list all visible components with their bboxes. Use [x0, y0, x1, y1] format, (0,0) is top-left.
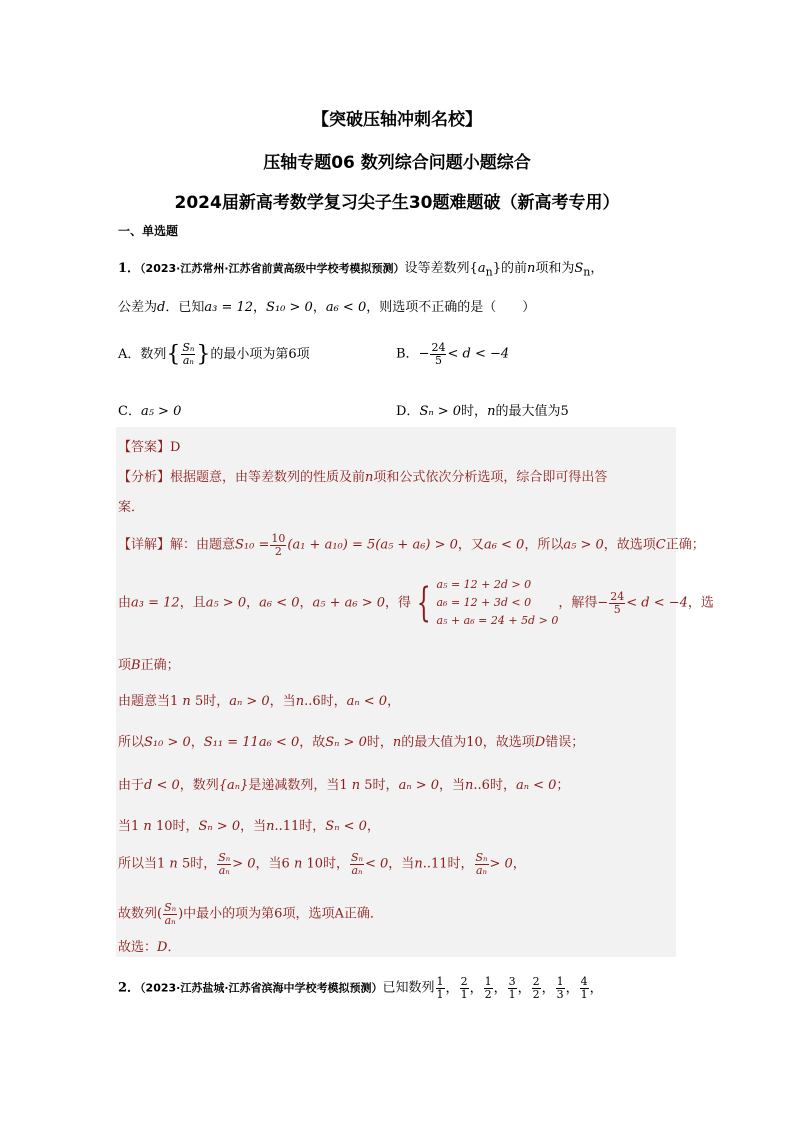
- l4-h: aₙ < 0: [346, 694, 388, 709]
- l2-a6: a₆ < 0: [259, 595, 300, 611]
- q2-term-6: [556, 976, 565, 1000]
- l6-h: aₙ > 0: [398, 778, 440, 793]
- analysis-text2: 项和公式依次分析选项，综合即可得出答: [373, 470, 608, 485]
- l3-a: 项: [118, 658, 132, 673]
- detail-c: C: [655, 537, 666, 553]
- answer-label: 【答案】: [118, 440, 171, 455]
- option-b-minus: −: [418, 346, 430, 362]
- detail-line-7: 当1 n 10时，Sₙ > 0，当n..11时，Sₙ < 0，: [118, 819, 380, 834]
- option-c[interactable]: [118, 400, 181, 419]
- l2-minus: −: [597, 595, 609, 611]
- detail-text1: 解：由题意: [170, 537, 236, 553]
- l2-a: 由: [118, 595, 132, 611]
- l2-f: ，解得: [558, 595, 598, 611]
- l2-num: 24: [610, 589, 625, 603]
- l6-d: {aₙ}: [218, 778, 249, 793]
- analysis-text1: 根据题意，由等差数列的性质及前: [170, 470, 366, 485]
- l2-e: ，得: [385, 595, 412, 611]
- option-a-den: aₙ: [182, 354, 194, 367]
- option-a-text: 的最小项为第6项: [210, 347, 310, 362]
- l5-c: ，: [190, 735, 204, 750]
- l5-d-label: D: [534, 735, 546, 750]
- title-2: 压轴专题06 数列综合问题小题综合: [263, 153, 531, 173]
- l8-c: 5时，: [181, 856, 217, 872]
- l8-e: ，当6: [255, 856, 290, 872]
- detail-line-10: [118, 936, 180, 955]
- detail-frac-num: 10: [271, 532, 286, 545]
- analysis-text3: 案．: [118, 500, 145, 515]
- l5-a: 所以: [118, 735, 145, 750]
- l7-b: n: [143, 819, 152, 834]
- q2-source: （2023·江苏盐城·江苏省滨海中学校考模拟预测）: [140, 981, 383, 995]
- l8-b: n: [169, 856, 178, 872]
- q1-stem: 设等差数列: [404, 261, 470, 276]
- option-c-text: a₅ > 0: [140, 404, 182, 419]
- sys-eq-3: a₅ + a₆ = 24 + 5d > 0: [436, 614, 559, 627]
- q2-term-num: 1: [436, 975, 444, 988]
- l7-a: 当1: [118, 819, 140, 834]
- q2-text: 已知数列: [382, 980, 435, 996]
- l4-e: ，当: [269, 694, 296, 709]
- q1-cond2: S₁₀ > 0: [266, 300, 313, 315]
- l2-g: < d < −4: [626, 595, 688, 611]
- l2-h: ，选: [687, 595, 714, 611]
- l2-c: ，: [246, 595, 260, 611]
- l7-g: 11时，: [282, 819, 326, 834]
- l2-den: 5: [613, 602, 621, 616]
- l5-d: S₁₁ = 11a₆ < 0: [203, 735, 300, 750]
- detail-s10: S₁₀ =: [235, 537, 270, 553]
- option-a-num: Sₙ: [182, 341, 195, 355]
- q2-term-3: [484, 976, 493, 1000]
- option-b-text: < d < −4: [447, 346, 510, 362]
- option-d-label: D．: [396, 404, 420, 419]
- l8-den2: aₙ: [351, 863, 363, 877]
- l4-f: n: [295, 694, 305, 709]
- option-b[interactable]: [396, 342, 509, 366]
- l8-a: 所以当1: [118, 856, 166, 872]
- detail-line-2: 由a₃ = 12，且a₅ > 0，a₆ < 0，a₅ + a₆ > 0，得 { a₅ = 12 + 2d > 0 a₆ = 12 + 3d < 0 a₅ + a₆ = 24 + 5d > 0 ，解得− $\frac{24}{5}$ < d < −4，选: [118, 576, 714, 630]
- l9-a: 故数列: [118, 906, 158, 922]
- detail-text3: ，所以: [524, 537, 564, 553]
- q2-number: 2．: [118, 980, 141, 996]
- l6-c: ，数列: [179, 778, 219, 793]
- detail-frac-den: 2: [274, 544, 282, 558]
- l7-c: 10时，: [155, 819, 199, 834]
- l10-c: ．: [167, 940, 181, 955]
- q2-term-num: 2: [460, 975, 468, 988]
- l5-f: Sₙ > 0: [325, 735, 367, 750]
- l4-i: ，: [387, 694, 401, 709]
- l9-den: aₙ: [164, 913, 176, 927]
- q2-separator: ，: [469, 980, 483, 996]
- q2-term-1: [436, 976, 445, 1000]
- l6-k: 6时，: [481, 778, 516, 793]
- l8-num2: Sₙ: [351, 851, 363, 864]
- q2-term-den: 1: [436, 987, 444, 1001]
- l4-d: aₙ > 0: [229, 694, 270, 709]
- l2-a3: a₃ = 12: [131, 595, 180, 611]
- l2-sum: a₅ + a₆ > 0: [312, 595, 386, 611]
- detail-line-8: 所以当1 n 5时， $\frac{\text{Sₙ}}{\text{aₙ}}$ > 0，当6 n 10时， $\frac{\text{Sₙ}}{\text{aₙ}}$ < 0，当n..11时， $\frac{\text{Sₙ}}{\text{aₙ}}$ > 0，: [118, 851, 526, 877]
- sys-eq-1: a₅ = 12 + 2d > 0: [436, 578, 532, 591]
- q1-line-1: 1．（2023·江苏常州·江苏省前黄高级中学校考模拟预测）设等差数列$\{a_n\}$的前n项和为$S_n$，: [118, 261, 604, 279]
- option-b-num: 24: [431, 341, 446, 354]
- l3-b-label: B: [131, 658, 141, 673]
- q2-line-1: [118, 976, 603, 1000]
- q2-term-2: [460, 976, 469, 1000]
- q2-separator: ，: [565, 980, 579, 996]
- q1-l2c: ，则选项不正确的是（ ）: [366, 300, 536, 315]
- l6-i: ，当: [439, 778, 466, 793]
- l3-b: 正确；: [140, 658, 180, 673]
- q2-separator: ，: [517, 980, 531, 996]
- q2-term-num: 2: [532, 975, 540, 988]
- l5-j: 错误；: [545, 735, 585, 750]
- l7-h: Sₙ < 0: [325, 819, 367, 834]
- l9-b: 中最小的项为第6项，选项A正确．: [183, 906, 383, 922]
- option-a-label: A．数列: [118, 347, 167, 362]
- l5-e: ，故: [299, 735, 326, 750]
- l4-a: 由题意当1: [118, 694, 179, 709]
- q2-separator: ，: [493, 980, 507, 996]
- q2-term-5: [532, 976, 541, 1000]
- detail-line-3: [118, 654, 180, 673]
- q1-stem-c: 项和为: [535, 261, 575, 276]
- l8-d: > 0: [232, 856, 256, 872]
- section-heading: 一、单选题: [118, 224, 179, 238]
- q2-term-num: 3: [508, 975, 516, 988]
- analysis-line: [118, 466, 607, 485]
- q1-stem-b: 的前: [500, 261, 527, 276]
- l6-l: aₙ < 0: [515, 778, 557, 793]
- q2-term-4: [508, 976, 517, 1000]
- l8-h: < 0: [365, 856, 389, 872]
- l8-j: n: [414, 856, 423, 872]
- detail-a5: a₅ > 0: [563, 537, 604, 553]
- l8-k: 11时，: [430, 856, 474, 872]
- l6-j: n: [465, 778, 474, 793]
- l8-g: 10时，: [306, 856, 349, 872]
- title-1: 【突破压轴冲刺名校】: [312, 110, 482, 130]
- l2-b: ，且: [179, 595, 206, 611]
- l5-g: 时，: [366, 735, 393, 750]
- l9-num: Sₙ: [164, 901, 177, 914]
- detail-text2: ，又: [457, 537, 484, 553]
- l5-h: n: [392, 735, 402, 750]
- q1-d: d: [157, 300, 166, 315]
- l7-i: ，: [366, 819, 380, 834]
- q2-term-den: 3: [556, 987, 564, 1001]
- l7-e: ，当: [240, 819, 267, 834]
- l2-a5: a₅ > 0: [205, 595, 247, 611]
- detail-line-4: 由题意当1 n 5时，aₙ > 0，当n..6时，aₙ < 0，: [118, 694, 401, 709]
- q1-sn-sub: n: [583, 265, 591, 279]
- detail-expr: (a₁ + a₁₀) = 5(a₅ + a₆) > 0: [287, 537, 458, 553]
- l5-i: 的最大值为10，故选项: [401, 735, 535, 750]
- l10-b: D: [157, 940, 168, 955]
- q1-sn: S: [574, 261, 584, 276]
- l8-den3: aₙ: [475, 863, 488, 877]
- l6-m: ；: [556, 778, 570, 793]
- answer-line: [118, 436, 180, 455]
- sys-eq-2: a₆ = 12 + 3d < 0: [436, 596, 532, 609]
- l7-f: n: [266, 819, 275, 834]
- q2-term-den: 2: [532, 987, 540, 1001]
- q1-cond3: a₆ < 0: [325, 300, 367, 315]
- analysis-label: 【分析】: [118, 470, 171, 485]
- option-b-label: B．: [396, 346, 419, 362]
- q2-separator: ，: [541, 980, 555, 996]
- title-3: 2024届新高考数学复习尖子生30题难题破（新高考专用）: [174, 193, 620, 213]
- l8-num3: Sₙ: [475, 851, 488, 864]
- option-d[interactable]: [396, 400, 569, 419]
- q2-sequence: [435, 975, 603, 1001]
- q2-separator: ，: [589, 980, 603, 996]
- l2-d: ，: [299, 595, 313, 611]
- l8-l: > 0: [489, 856, 513, 872]
- option-d-text3: 的最大值为5: [495, 404, 569, 419]
- l4-b: n: [182, 694, 191, 709]
- l8-num1: Sₙ: [218, 851, 231, 864]
- q1-l2b: ．已知: [165, 300, 205, 315]
- option-a[interactable]: A．数列{ $\frac{\text{Sₙ}}{\text{aₙ}}$ }的最小项为第6项: [118, 341, 310, 367]
- l7-d: Sₙ > 0: [198, 819, 241, 834]
- q1-n: n: [526, 261, 536, 276]
- l8-m: ，: [512, 856, 526, 872]
- l4-g: 6时，: [312, 694, 347, 709]
- q1-source: （2023·江苏常州·江苏省前黄高级中学校考模拟预测）: [140, 262, 405, 275]
- q2-term-den: 1: [508, 987, 516, 1001]
- analysis-line-2: [118, 496, 144, 515]
- answer-value: D: [170, 440, 181, 455]
- option-d-text2: 时，: [461, 404, 488, 419]
- q2-term-num: 1: [556, 975, 564, 988]
- l4-c: 5时，: [194, 694, 230, 709]
- detail-line-5: [118, 731, 584, 750]
- q1-stem-end: ，: [590, 261, 604, 276]
- detail-line-9: 故数列( $\frac{\text{Sₙ}}{\text{aₙ}}$ )中最小的项为第6项，选项A正确．: [118, 901, 383, 927]
- l6-g: 5时，: [364, 778, 399, 793]
- l6-e: 是递减数列，当1: [248, 778, 348, 793]
- l8-f: n: [293, 856, 303, 872]
- l6-b: d < 0: [144, 778, 180, 793]
- option-d-n: n: [487, 404, 496, 419]
- l6-a: 由于: [118, 778, 145, 793]
- detail-line-1: [118, 533, 705, 557]
- q1-line-2: 公差为d．已知a₃ = 12，S₁₀ > 0，a₆ < 0，则选项不正确的是（ ）: [118, 300, 536, 315]
- l6-f: n: [351, 778, 361, 793]
- option-c-label: C．: [118, 404, 141, 419]
- detail-label: 【详解】: [118, 537, 171, 553]
- option-b-den: 5: [434, 353, 442, 367]
- q2-separator: ，: [445, 980, 459, 996]
- q2-term-den: 1: [460, 987, 468, 1001]
- detail-line-6: 由于d < 0，数列{aₙ}是递减数列，当1 n 5时，aₙ > 0，当n..6时，aₙ < 0；: [118, 778, 570, 793]
- q1-number: 1．: [118, 261, 141, 276]
- option-d-text1: Sₙ > 0: [419, 404, 462, 419]
- l5-b: S₁₀ > 0: [144, 735, 191, 750]
- l8-i: ，当: [388, 856, 415, 872]
- q2-term-den: 2: [484, 987, 492, 1001]
- q2-term-den: 1: [580, 987, 588, 1001]
- q1-l2a: 公差为: [118, 300, 158, 315]
- q2-term-num: 1: [484, 975, 492, 988]
- analysis-n: n: [365, 470, 374, 485]
- detail-a6: a₆ < 0: [483, 537, 525, 553]
- q1-an-sub: n: [485, 265, 493, 279]
- q1-an: a: [477, 261, 486, 276]
- detail-text5: 正确；: [665, 537, 705, 553]
- q1-cond1: a₃ = 12: [204, 300, 254, 315]
- q2-term-num: 4: [580, 975, 588, 988]
- detail-text4: ，故选项: [603, 537, 656, 553]
- q2-term-7: [580, 976, 589, 1000]
- l8-den1: aₙ: [218, 863, 230, 877]
- l10-a: 故选：: [118, 940, 158, 955]
